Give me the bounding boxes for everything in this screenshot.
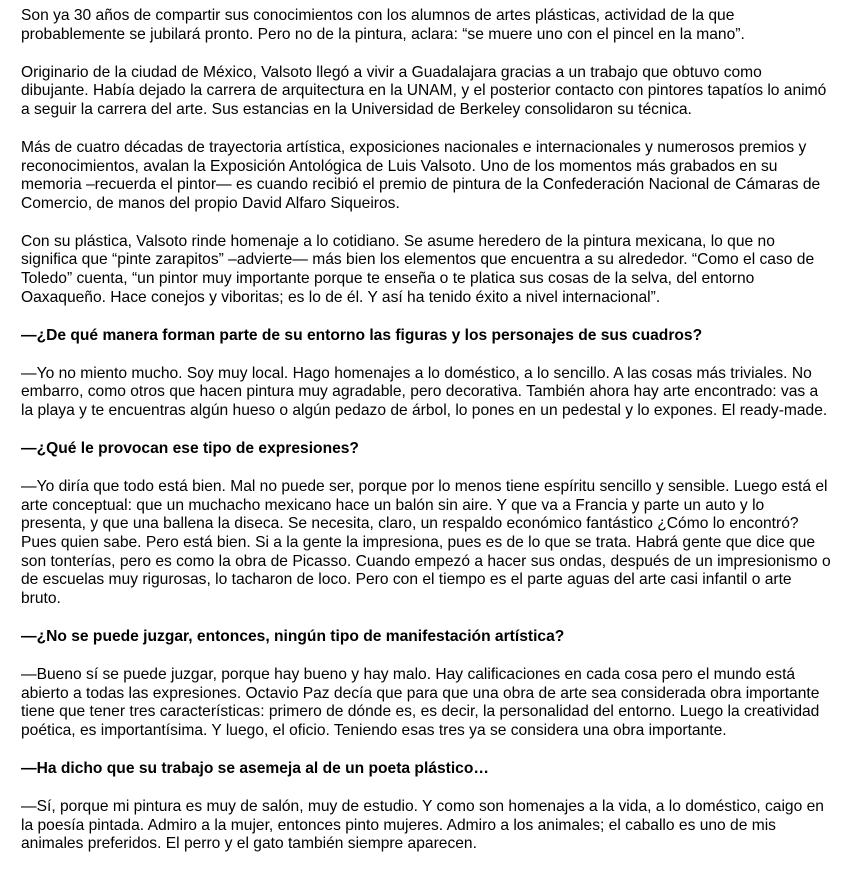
interview-answer: —Sí, porque mi pintura es muy de salón, muy de estudio. Y como son homenajes a la vida, a lo doméstico, caigo en la poesía pintada. Admiro a la mujer, entonces pinto mujeres. Admiro a los animales; el caballo es uno de mis animales preferidos. El perro y el gato también siempre aparecen. <box>21 797 824 853</box>
interview-question: —Ha dicho que su trabajo se asemeja al de un poeta plástico… <box>21 759 489 777</box>
interview-answer: —Bueno sí se puede juzgar, porque hay bueno y hay malo. Hay calificaciones en cada cosa pero el mundo está abierto a todas las expresiones. Octavio Paz decía que para que una obra de arte sea considerada obra importante tiene que tener tres características: primero de dónde es, es decir, la personalidad del entorno. Luego la creatividad poética, es importantísima. Y luego, el oficio. Teniendo esas tres ya se considera una obra importante. <box>21 665 820 739</box>
interview-answer: —Yo no miento mucho. Soy muy local. Hago homenajes a lo doméstico, a lo sencillo. A las cosas más triviales. No embarro, como otros que hacen pintura muy agradable, pero decorativa. También ahora hay arte encontrado: vas a la playa y te encuentras algún hueso o algún pedazo de árbol, lo pones en un pedestal y lo expones. El ready-made. <box>21 364 828 419</box>
interview-question: —¿De qué manera forman parte de su entorno las figuras y los personajes de sus cuadros? <box>21 326 703 344</box>
intro-paragraph: Son ya 30 años de compartir sus conocimientos con los alumnos de artes plásticas, actividad de la que probablemente se jubilará pronto. Pero no de la pintura, aclara: “se muere uno con el pincel en la mano”. <box>21 7 745 43</box>
style-paragraph: Con su plástica, Valsoto rinde homenaje a lo cotidiano. Se asume heredero de la pintura mexicana, lo que no significa que “pinte zarapitos” –advierte— más bien los elementos que encuentra a su alrededor. “Como el caso de Toledo” cuenta, “un pintor muy importante porque te enseña o te platica sus cosas de la selva, del entorno Oaxaqueño. Hace conejos y viboritas; es lo de él. Y así ha tenido éxito a nivel internacional”. <box>21 232 815 306</box>
career-paragraph: Más de cuatro décadas de trayectoria artística, exposiciones nacionales e internacionales y numerosos premios y reconocimientos, avalan la Exposición Antológica de Luis Valsoto. Uno de los momentos más grabados en su memoria –recuerda el pintor— es cuando recibió el premio de pintura de la Confederación Nacional de Cámaras de Comercio, de manos del propio David Alfaro Siqueiros. <box>21 138 821 212</box>
interview-question: —¿No se puede juzgar, entonces, ningún tipo de manifestación artística? <box>21 627 565 645</box>
interview-question: —¿Qué le provocan ese tipo de expresiones? <box>21 440 359 458</box>
interview-answer: —Yo diría que todo está bien. Mal no puede ser, porque por lo menos tiene espíritu sencillo y sensible. Luego está el arte conceptual: que un muchacho mexicano hace un balón sin aire. Y que va a Francia y parte un auto y lo presenta, y que una ballena la diseca. Se necesita, claro, un respaldo económico fantástico ¿Cómo lo encontró? Pues quien sabe. Pero está bien. Si a la gente la impresiona, pues es de lo que se trata. Habrá gente que dice que son tonterías, pero es como la obra de Picasso. Cuando empezó a hacer sus ondas, después de un impresionismo o de escuelas muy rigurosas, lo tacharon de loco. Pero con el tiempo es el parte aguas del arte casi infantil o arte bruto. <box>21 478 831 607</box>
origin-paragraph: Originario de la ciudad de México, Valsoto llegó a vivir a Guadalajara gracias a un trabajo que obtuvo como dibujante. Había dejado la carrera de arquitectura en la UNAM, y el posterior contacto con pintores tapatíos lo animó a seguir la carrera del arte. Sus estancias en la Universidad de Berkeley consolidaron su técnica. <box>21 63 827 118</box>
